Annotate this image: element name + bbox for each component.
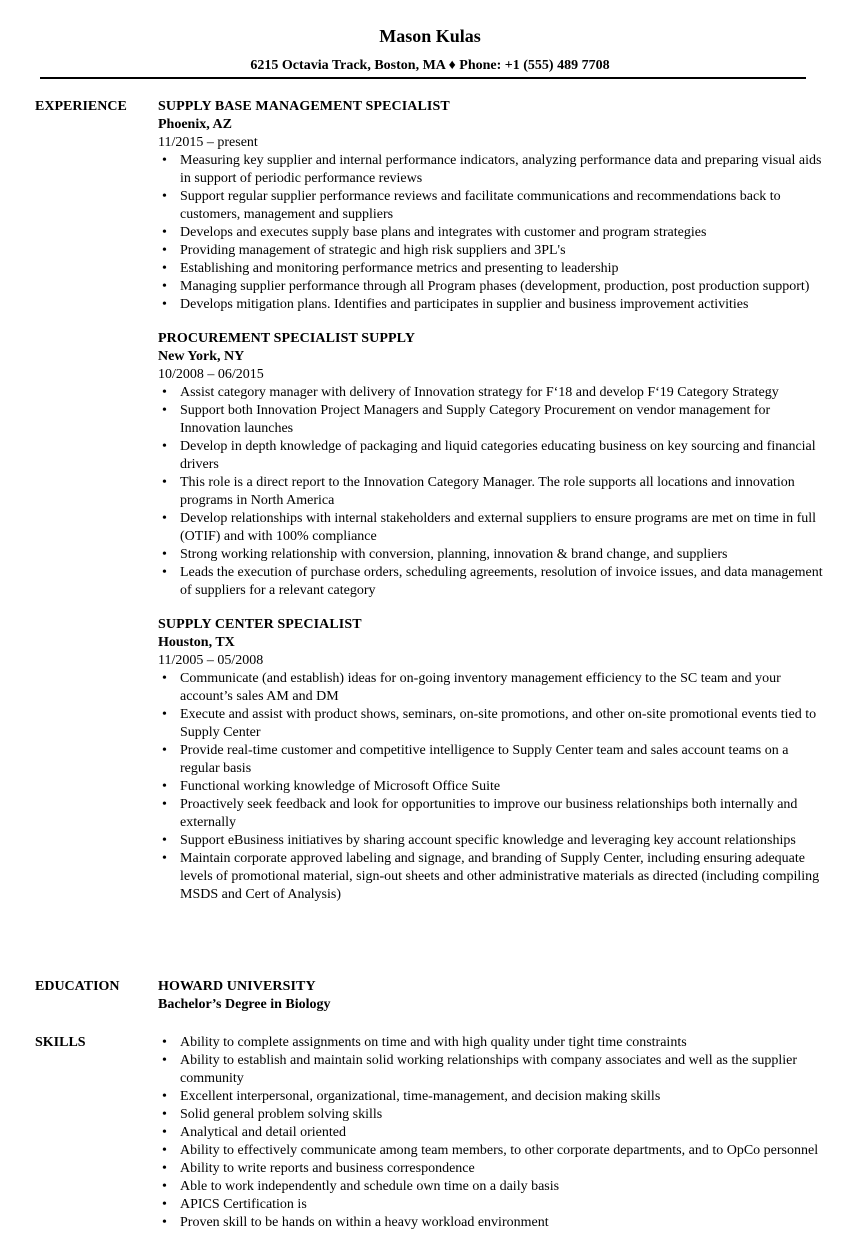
job-bullets [158,670,825,904]
job-title: SUPPLY BASE MANAGEMENT SPECIALIST [158,99,450,114]
job-location: Houston, TX [158,635,235,650]
list-item: • Providing management of strategic and high risk suppliers and 3PL's [158,242,825,260]
list-item: • Analytical and detail oriented [158,1124,825,1142]
job-location: Phoenix, AZ [158,117,232,132]
job-entry [158,98,825,314]
list-item: • Proactively seek feedback and look for opportunities to improve our business relationships both internally and externally [158,796,825,832]
list-item: • Support regular supplier performance reviews and facilitate communications and recommendations back to customers, management and suppliers [158,188,825,224]
experience-section [35,98,825,920]
job-dates: 11/2005 – 05/2008 [158,653,264,668]
job-title: SUPPLY CENTER SPECIALIST [158,617,362,632]
list-item: • Develop in depth knowledge of packaging and liquid categories educating business on key sourcing and financial drivers [158,438,825,474]
section-label-skills: SKILLS [35,1035,86,1050]
candidate-name: Mason Kulas [379,26,481,46]
skills-section [35,1034,825,1232]
list-item: • Ability to write reports and business correspondence [158,1160,825,1178]
list-item: • Develop relationships with internal stakeholders and external suppliers to ensure programs are met on time in full (OTIF) and with 100% compliance [158,510,825,546]
section-label-experience: EXPERIENCE [35,99,127,114]
list-item: • Functional working knowledge of Microsoft Office Suite [158,778,825,796]
section-label-education: EDUCATION [35,979,120,994]
list-item: • Managing supplier performance through all Program phases (development, production, post production support) [158,278,825,296]
list-item: • This role is a direct report to the Innovation Category Manager. The role supports all locations and innovation programs in North America [158,474,825,510]
list-item: • Leads the execution of purchase orders, scheduling agreements, resolution of invoice issues, and data management of suppliers for a relevant category [158,564,825,600]
degree: Bachelor’s Degree in Biology [158,997,331,1012]
list-item: • Support both Innovation Project Managers and Supply Category Procurement on vendor management for Innovation launches [158,402,825,438]
job-bullets [158,384,825,600]
list-item: • Maintain corporate approved labeling and signage, and branding of Supply Center, including ensuring adequate levels of promotional material, sign-out sheets and other administrative materials as directed (including compiling MSDS and Cert of Analysis) [158,850,825,904]
job-title: PROCUREMENT SPECIALIST SUPPLY [158,331,416,346]
job-location: New York, NY [158,349,245,364]
list-item: • Develops mitigation plans. Identifies and participates in supplier and business improvement activities [158,296,825,314]
list-item: • Excellent interpersonal, organizational, time-management, and decision making skills [158,1088,825,1106]
list-item: • Support eBusiness initiatives by sharing account specific knowledge and leveraging key account relationships [158,832,825,850]
job-bullets [158,152,825,314]
list-item: • Ability to complete assignments on time and with high quality under tight time constraints [158,1034,825,1052]
list-item: • Execute and assist with product shows, seminars, on-site promotions, and other on-site promotional events tied to Supply Center [158,706,825,742]
list-item: • Measuring key supplier and internal performance indicators, analyzing performance data and preparing visual aids in support of periodic performance reviews [158,152,825,188]
contact-line: 6215 Octavia Track, Boston, MA ♦ Phone: +1 (555) 489 7708 [250,58,610,73]
list-item: • Communicate (and establish) ideas for on-going inventory management efficiency to the SC team and your account’s sales AM and DM [158,670,825,706]
resume-header [0,0,860,75]
list-item: • Establishing and monitoring performance metrics and presenting to leadership [158,260,825,278]
list-item: • Assist category manager with delivery of Innovation strategy for F‘18 and develop F‘19 Category Strategy [158,384,825,402]
list-item: • Solid general problem solving skills [158,1106,825,1124]
list-item: • Ability to establish and maintain solid working relationships with company associates and well as the supplier community [158,1052,825,1088]
job-entry [158,616,825,904]
list-item: • Able to work independently and schedule own time on a daily basis [158,1178,825,1196]
job-dates: 10/2008 – 06/2015 [158,367,264,382]
list-item: • Strong working relationship with conversion, planning, innovation & brand change, and suppliers [158,546,825,564]
list-item: • Develops and executes supply base plans and integrates with customer and program strategies [158,224,825,242]
list-item: • Ability to effectively communicate among team members, to other corporate departments, and to OpCo personnel [158,1142,825,1160]
list-item: • APICS Certification is [158,1196,825,1214]
header-divider [40,77,806,79]
list-item: • Proven skill to be hands on within a heavy workload environment [158,1214,825,1232]
job-dates: 11/2015 – present [158,135,258,150]
skills-list [158,1034,825,1232]
education-section [35,978,825,1014]
job-entry [158,330,825,600]
list-item: • Provide real-time customer and competitive intelligence to Supply Center team and sales account teams on a regular basis [158,742,825,778]
school-name: HOWARD UNIVERSITY [158,979,316,994]
